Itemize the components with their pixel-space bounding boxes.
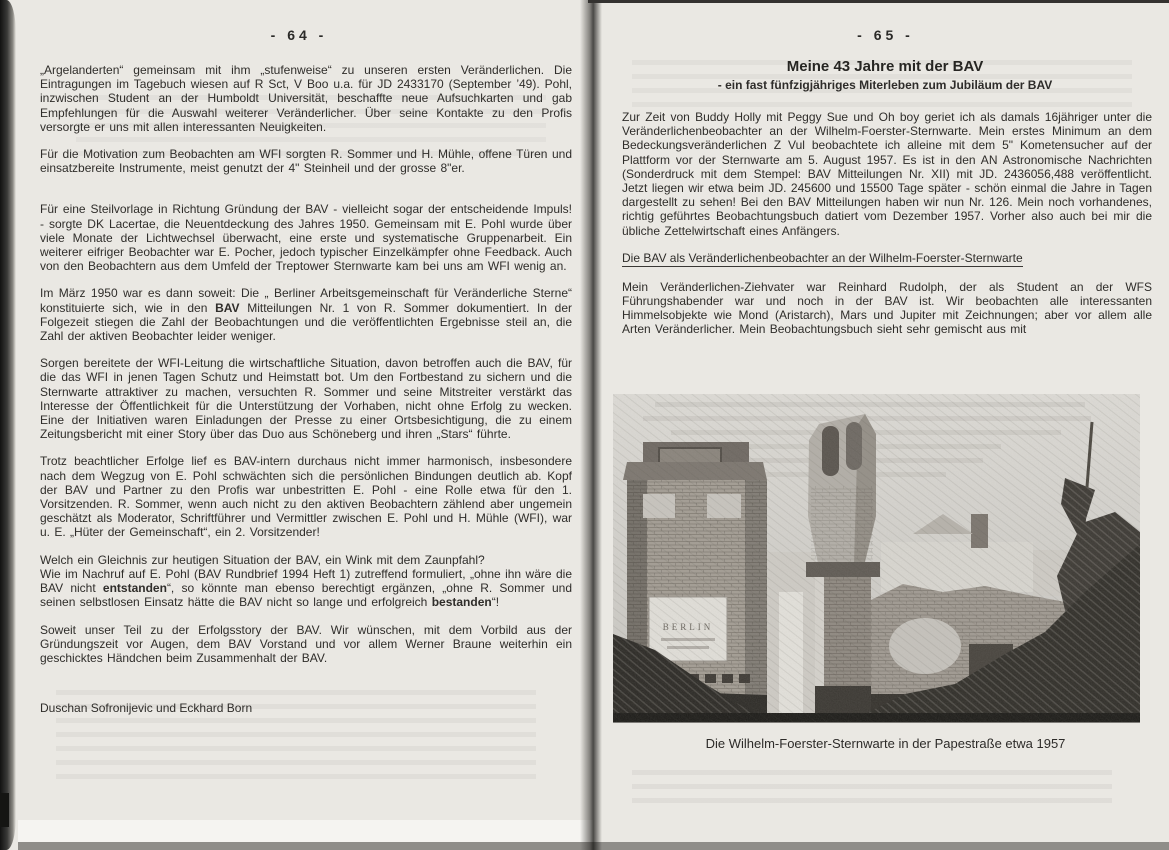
paragraph: Trotz beachtlicher Erfolge lief es BAV-intern durchaus nicht immer harmonisch, insbesondere nach dem Wegzug von E. Pohl schwächten sich die persönlichen Bindungen deutlich ab. Kopf der BAV und Partner zu den Profis war unbestritten E. Pohl - eine Rolle etwa für den 1. Vorsitzenden. R. Sommer, wenn auch nicht zu den aktiven Beobachtern zählend aber ungemein geschätzt als Moderator, Schriftführer und Vermittler zwischen E. Pohl und H. Mühle (WFI), war u. E. „Hüter der Gemeinschaft“, ein 2. Vorsitzender! xyxy=(40,454,572,540)
paragraph: Für die Motivation zum Beobachten am WFI sorgten R. Sommer und H. Mühle, offene Türen und einsatzbereite Instrumente, meist genutzt der 4" Steinheil und der grosse 8"er. xyxy=(40,147,572,176)
author-signature: Duschan Sofronijevic und Eckhard Born xyxy=(40,701,253,716)
intro-paragraphs xyxy=(622,110,1152,238)
article-header xyxy=(612,58,1158,92)
paragraph: Zur Zeit von Buddy Holly mit Peggy Sue und Oh boy geriet ich als damals 16jähriger unter die Veränderlichenbeobachter an der Wilhelm-Foerster-Sternwarte. Mein erstes Minimum an dem Bedeckungsveränderlichen Z Vul beobachtete ich alleine mit dem 5" Kometensucher auf der Plattform vor der Sternwarte am 5. August 1957. Es ist in den AN Astronomische Nachrichten (Sonderdruck mit dem Stempel: BAV Mitteilungen Nr. XII) mit JD. 2436056,488 veröffentlicht. Jetzt liegen wir etwa beim JD. 245600 und 15500 Tage später - schön einmal die Jahre in Tagen dargestellt zu sehen! Bei den BAV Mitteilungen haben wir nun Nr. 126. Mein noch vorhandenes, richtig geführtes Beobachtungsbuch datiert vom Dezember 1957. Vorher also auch bei mir die übliche Zettelwirtschaft eines Anfängers. xyxy=(622,110,1152,238)
page-65-body xyxy=(622,110,1152,350)
article-title: Meine 43 Jahre mit der BAV xyxy=(786,58,984,75)
section-heading: Die BAV als Veränderlichenbeobachter an der Wilhelm-Foerster-Sternwarte xyxy=(622,250,1023,265)
paragraph: Für eine Steilvorlage in Richtung Gründung der BAV - vielleicht sogar der entscheidende Impuls! - sorgte DK Lacertae, die Neuentdeckung des Jahres 1950. Gemeinsam mit E. Pohl wurde über viele Monate der Lichtwechsel überwacht, eine erste und systematische Gruppenarbeit. Ein weiterer eifriger Beobachter war E. Pocher, jedoch typischer Einzelkämpfer ohne Feedback. Auch von den Beobachtern aus dem Umfeld der Treptower Sternwarte kam bei uns am WFI wenig an. xyxy=(40,202,572,274)
scan-artifact xyxy=(0,793,9,827)
page-bottom-edge xyxy=(18,820,593,842)
page-65 xyxy=(602,0,1169,850)
paragraph: Soweit unser Teil zu der Erfolgsstory der BAV. Wir wünschen, mit dem Vorbild aus der Gründungszeit vor Augen, dem BAV Vorstand und vor allem Werner Braune weiterhin ein geschicktes Händchen beim Zusammenhalt der BAV. xyxy=(40,622,572,665)
observatory-ruin-photo xyxy=(613,394,1140,722)
paragraph: Sorgen bereitete der WFI-Leitung die wirtschaftliche Situation, davon betroffen auch die BAV, für die das WFI in jenen Tagen Schutz und Heimstatt bot. Um den Fortbestand zu sichern und die Sternwarte attraktiver zu machen, versuchten R. Sommer und seine Mitstreiter verstärkt das Interesse der Öffentlichkeit für die Unterstützung der Vorhaben, nicht ohne Erfolg zu wecken. Eine der Initiativen waren Einladungen der Presse zu einer Ortsbesichtigung, die zu einem Zeitungsbericht mit einer Story über das Duo aus Schöneberg und ihren „Stars“ führte. xyxy=(40,356,572,442)
paragraph: Im März 1950 war es dann soweit: Die „ Berliner Arbeitsgemeinschaft für Veränderliche Sterne“ konstituierte sich, wie in den BAV Mitteilungen Nr. 1 von R. Sommer dokumentiert. In der Folgezeit stiegen die Zahl der Beobachtungen und die veröffentlichten Ergebnisse steil an, die Zahl der aktiven Beobachter leider weniger. xyxy=(40,286,572,344)
grain-texture xyxy=(613,394,1140,722)
bleedthrough-texture xyxy=(632,770,1112,810)
photo-caption: Die Wilhelm-Foerster-Sternwarte in der Papestraße etwa 1957 xyxy=(705,736,1066,751)
page-number: - 64 - xyxy=(270,27,328,43)
article-subtitle: - ein fast fünfzigjähriges Miterleben zum Jubiläum der BAV xyxy=(717,78,1053,92)
book-gutter-shadow xyxy=(580,0,602,850)
page-64 xyxy=(16,0,582,850)
scan-top-edge xyxy=(588,0,1169,3)
paragraph: Welch ein Gleichnis zur heutigen Situation der BAV, ein Wink mit dem Zaunpfahl? Wie im Nachruf auf E. Pohl (BAV Rundbrief 1994 Heft 1) zutreffend formuliert, „ohne ihn wäre die BAV nicht entstanden“, so könnte man ebenso berechtigt ergänzen, „ohne R. Sommer und seinen selbstlosen Einsatz hätte die BAV nicht so lange und erfolgreich bestanden“! xyxy=(40,552,573,610)
paragraph: „Argelanderten“ gemeinsam mit ihm „stufenweise“ zu unseren ersten Veränderlichen. Die Eintragungen im Tagebuch wiesen auf R Sct, V Boo u.a. für JD 2433170 (September ’49). Pohl, inzwischen Student an der Humboldt Universität, beschaffte neue Aufsuchkarten und gab Empfehlungen für die Auswahl weiterer Veränderlicher. Über seine Kontakte zu den Profis versorgte er uns mit allen interessanten Neuigkeiten. xyxy=(40,63,572,134)
page-number: - 65 - xyxy=(857,27,914,43)
paragraph: Mein Veränderlichen-Ziehvater war Reinhard Rudolph, der als Student an der WFS Führungshabender war und noch in der BAV ist. Wir beobachten alle interessanten Himmelsobjekte wie Mond (Aristarch), Mars und Jupiter mit Zeichnungen; aber vor allem alle Arten Veränderlicher. Mein Beobachtungsbuch sieht sehr gemischt aus mit xyxy=(622,279,1152,337)
page-64-body xyxy=(40,63,572,715)
book-spine-edge xyxy=(0,0,16,850)
section-paragraphs xyxy=(622,280,1152,337)
